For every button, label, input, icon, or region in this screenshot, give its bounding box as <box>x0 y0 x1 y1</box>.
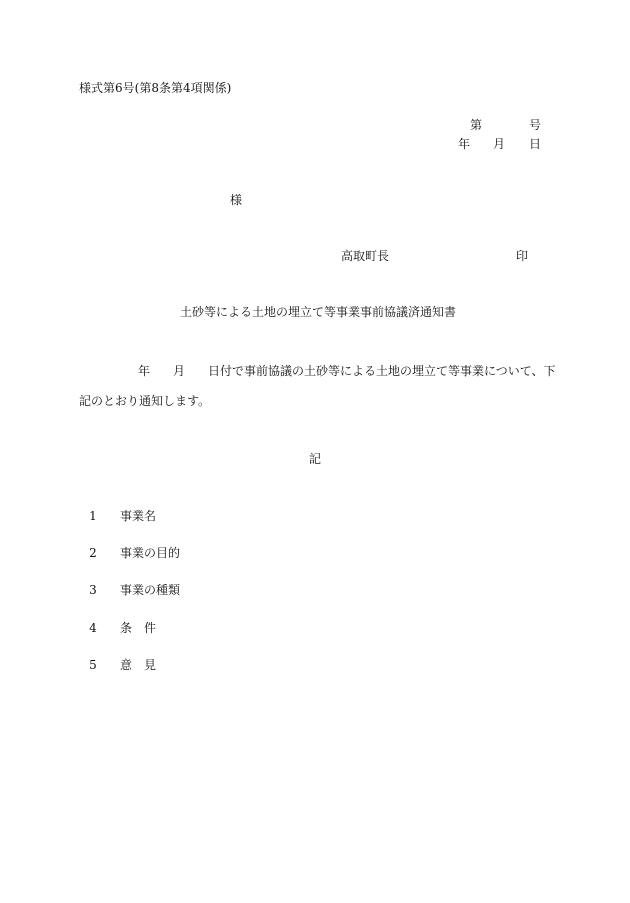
date-month: 月 <box>493 137 506 151</box>
number-suffix: 号 <box>529 118 542 132</box>
form-label: 様式第6号(第8条第4項関係) <box>79 81 232 95</box>
item-label: 条 件 <box>120 621 157 635</box>
seal-mark: 印 <box>516 249 529 263</box>
ki-label: 記 <box>309 452 322 466</box>
item-number: 5 <box>89 658 97 672</box>
body-month: 月 <box>173 364 186 378</box>
document-title: 土砂等による土地の埋立て等事業事前協議済通知書 <box>180 305 457 319</box>
item-label: 事業の種類 <box>120 583 181 597</box>
body-line1-rest: 日付で事前協議の土砂等による土地の埋立て等事業について、下 <box>208 364 556 378</box>
item-number: 4 <box>89 621 97 635</box>
body-year: 年 <box>138 364 151 378</box>
sender-title: 高取町長 <box>341 249 390 263</box>
date-year: 年 <box>458 137 471 151</box>
number-prefix: 第 <box>470 118 483 132</box>
item-number: 2 <box>89 546 97 560</box>
item-number: 1 <box>89 509 97 523</box>
item-label: 事業名 <box>120 509 157 523</box>
body-line2: 記のとおり通知します。 <box>79 394 211 408</box>
item-label: 意 見 <box>120 658 157 672</box>
recipient-suffix: 様 <box>230 193 243 207</box>
date-day: 日 <box>529 137 542 151</box>
item-number: 3 <box>89 583 97 597</box>
item-label: 事業の目的 <box>120 546 181 560</box>
